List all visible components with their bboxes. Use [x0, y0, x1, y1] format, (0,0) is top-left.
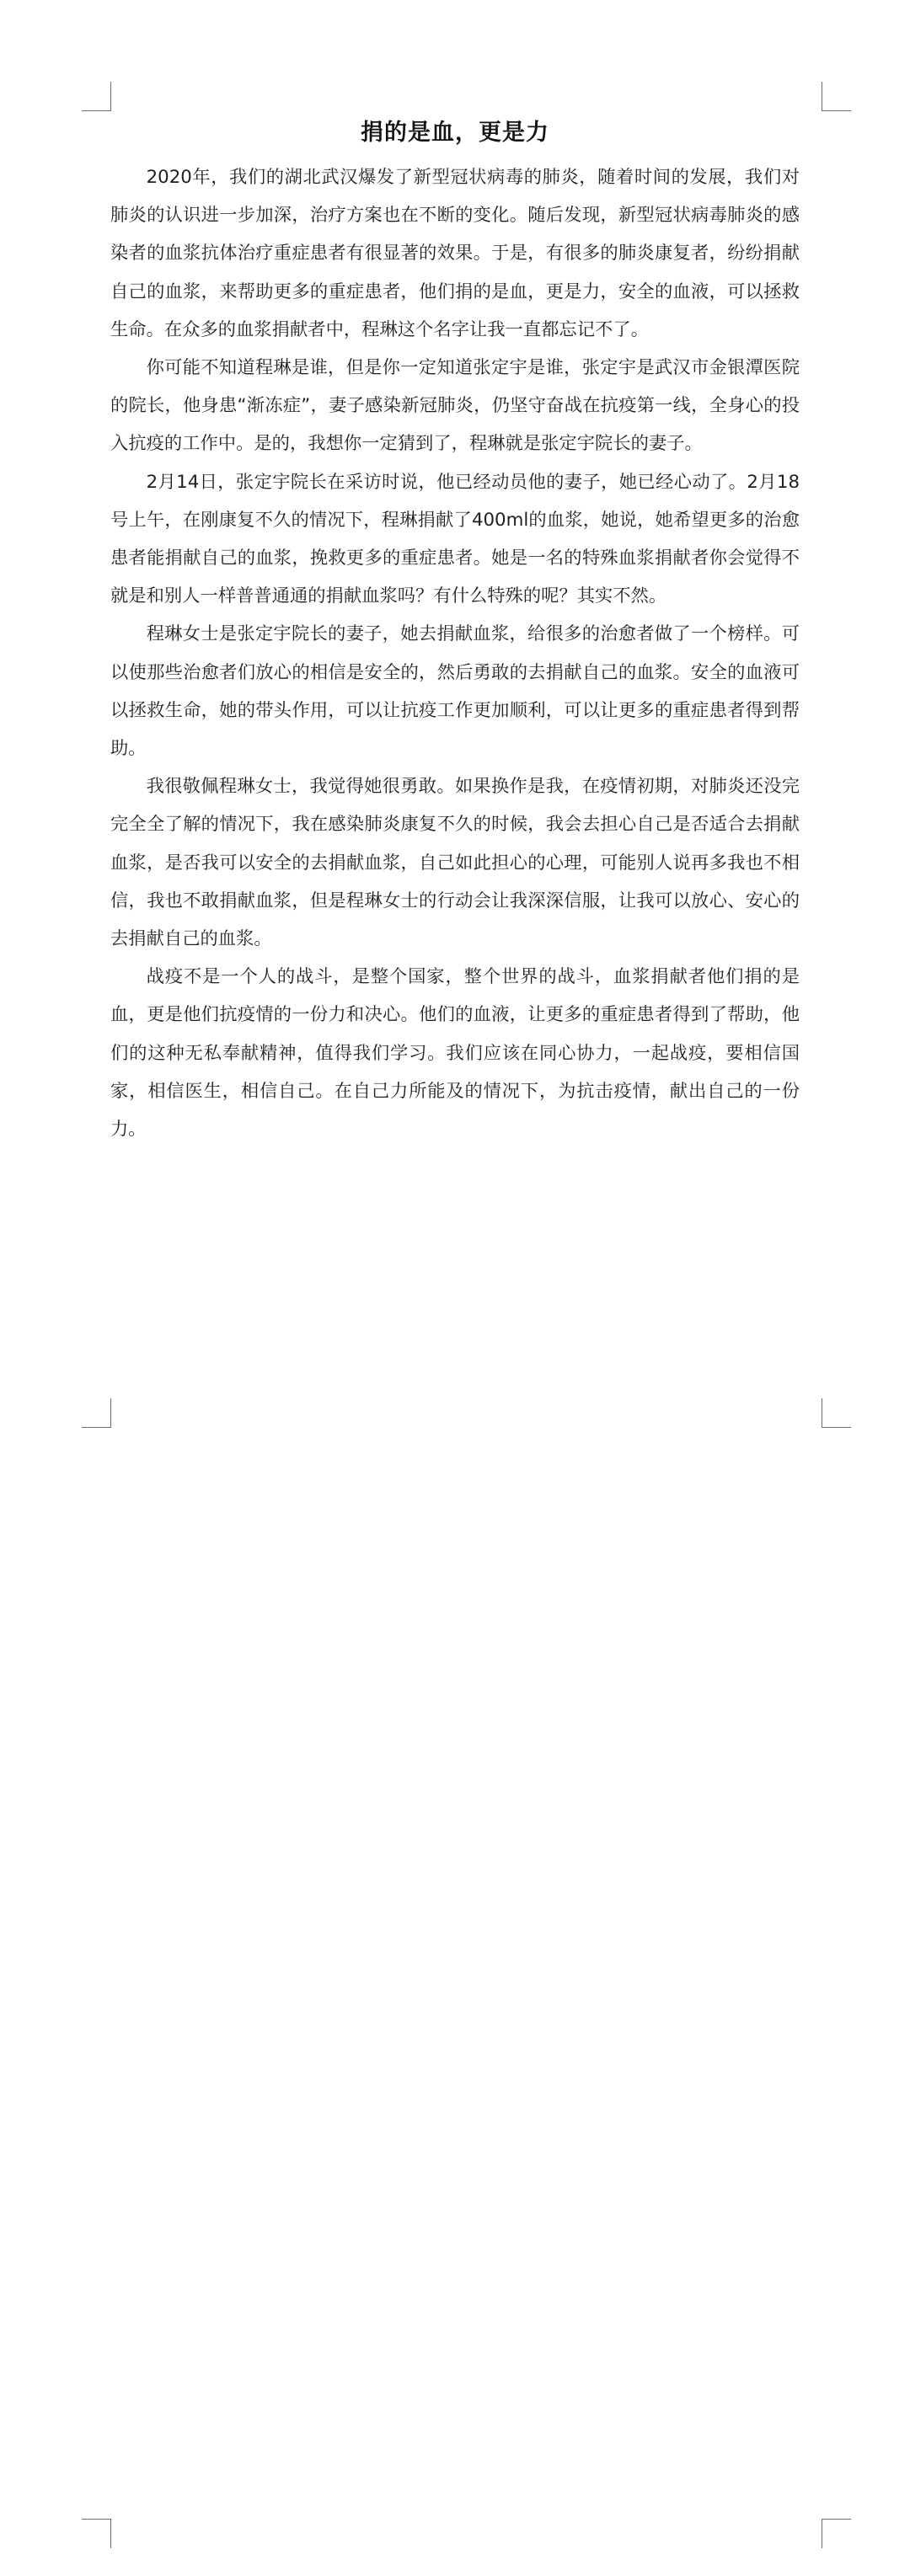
crop-mark-bottom-right: [822, 2519, 851, 2548]
crop-mark-bottom-left: [82, 2519, 111, 2548]
paragraph-2: 你可能不知道程琳是谁，但是你一定知道张定宇是谁，张定宇是武汉市金银潭医院的院长，他身患“渐冻症”，妻子感染新冠肺炎，仍坚守奋战在抗疫第一线，全身心的投入抗疫的工作中。是的，我想你一定猜到了，程琳就是张定宇院长的妻子。: [110, 357, 800, 455]
paragraph-6: 战疫不是一个人的战斗，是整个国家，整个世界的战斗，血浆捐献者他们捐的是血，更是他们抗疫情的一份力和决心。他们的血液，让更多的重症患者得到了帮助，他们的这种无私奉献精神，值得我们学习。我们应该在同心协力，一起战疫，要相信国家，相信医生，相信自己。在自己力所能及的情况下，为抗击疫情，献出自己的一份力。: [110, 966, 800, 1141]
crop-mark-top-left: [82, 1398, 111, 1428]
crop-mark-top-right: [822, 82, 851, 111]
document-page-2: [0, 1398, 910, 2576]
page-separator: [0, 1205, 910, 1398]
crop-mark-top-right: [822, 1398, 851, 1428]
document-page-1: [0, 0, 910, 1205]
document-title: 捐的是血，更是力: [361, 120, 549, 146]
paragraph-1: 2020年，我们的湖北武汉爆发了新型冠状病毒的肺炎，随着时间的发展，我们对肺炎的认识进一步加深，治疗方案也在不断的变化。随后发现，新型冠状病毒肺炎的感染者的血浆抗体治疗重症患者有很显著的效果。于是，有很多的肺炎康复者，纷纷捐献自己的血浆，来帮助更多的重症患者，他们捐的是血，更是力，安全的血液，可以拯救生命。在众多的血浆捐献者中，程琳这个名字让我一直都忘记不了。: [110, 167, 800, 340]
paragraph-3: 2月14日，张定宇院长在采访时说，他已经动员他的妻子，她已经心动了。2月18号上午，在刚康复不久的情况下，程琳捐献了400ml的血浆，她说，她希望更多的治愈患者能捐献自己的血浆，挽救更多的重症患者。她是一名的特殊血浆捐献者你会觉得不就是和别人一样普普通通的捐献血浆吗？有什么特殊的呢？其实不然。: [110, 471, 800, 607]
crop-mark-top-left: [82, 82, 111, 111]
document-body: [110, 114, 800, 1148]
paragraph-5: 我很敬佩程琳女士，我觉得她很勇敢。如果换作是我，在疫情初期，对肺炎还没完完全全了解的情况下，我在感染肺炎康复不久的时候，我会去担心自己是否适合去捐献血浆，是否我可以安全的去捐献血浆，自己如此担心的心理，可能别人说再多我也不相信，我也不敢捐献血浆，但是程琳女士的行动会让我深深信服，让我可以放心、安心的去捐献自己的血浆。: [110, 776, 800, 950]
paragraph-4: 程琳女士是张定宇院长的妻子，她去捐献血浆，给很多的治愈者做了一个榜样。可以使那些治愈者们放心的相信是安全的，然后勇敢的去捐献自己的血浆。安全的血液可以拯救生命，她的带头作用，可以让抗疫工作更加顺利，可以让更多的重症患者得到帮助。: [110, 623, 800, 760]
